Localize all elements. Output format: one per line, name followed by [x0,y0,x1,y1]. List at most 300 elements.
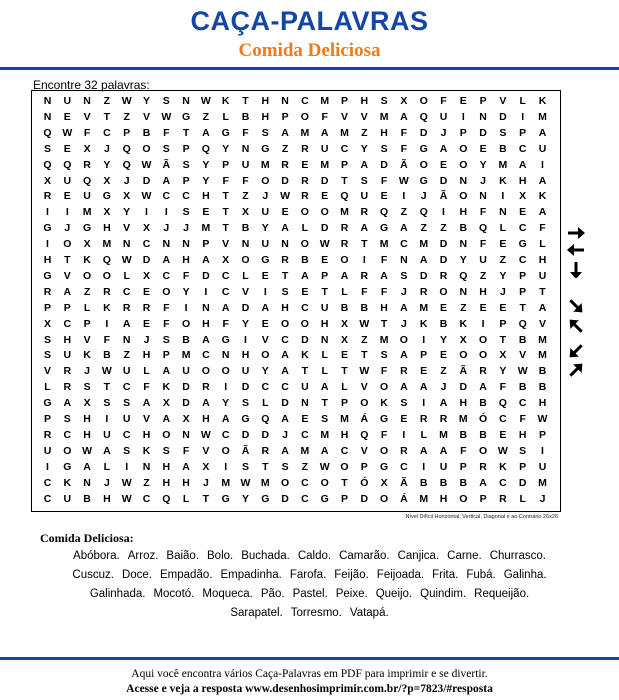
grid-cell: J [202,476,209,489]
grid-cell: W [141,158,152,171]
grid-cell: B [518,381,527,394]
grid-cell: Q [43,158,52,171]
grid-cell: J [103,476,110,489]
word-search-grid [31,90,561,512]
grid-cell: H [182,254,190,266]
grid-cell: A [83,460,91,473]
grid-cell: E [519,206,527,219]
grid-cell: N [43,95,52,107]
grid-cell: J [84,365,91,378]
grid-cell: I [362,254,366,266]
grid-cell: A [162,254,171,266]
grid-cell: N [221,349,230,362]
grid-cell: W [62,126,73,139]
grid-cell: C [221,428,230,441]
word-item: Arroz. [127,550,159,562]
grid-cell: F [460,444,467,457]
grid-cell: A [538,206,547,219]
grid-cell: U [63,349,72,362]
grid-cell: P [222,158,230,171]
word-item: Doce. [121,569,153,581]
grid-cell: G [261,492,270,505]
grid-cell: O [459,158,468,171]
grid-cell: G [43,222,52,235]
grid-cell: U [103,428,111,441]
grid-cell: V [43,365,51,378]
grid-cell: M [260,476,270,489]
grid-cell: L [262,397,269,410]
grid-cell: P [321,269,329,282]
grid-cell: C [301,428,309,441]
grid-cell: P [519,460,527,473]
grid-cell: I [541,158,544,171]
grid-cell: X [241,206,249,219]
grid-cell: Q [162,492,171,505]
grid-cell: S [380,142,388,155]
grid-cell: Y [142,95,150,107]
grid-cell: F [380,428,388,441]
grid-cell: C [122,285,131,298]
grid-cell: D [518,476,527,489]
word-item: Moqueca. [202,588,253,600]
grid-cell: R [43,285,52,298]
grid-cell: M [538,333,547,346]
grid-cell: A [281,413,289,425]
grid-cell: B [241,222,250,235]
grid-cell: C [63,317,72,330]
grid-cell: Q [122,142,131,155]
grid-cell: Z [123,349,130,362]
grid-cell: G [182,110,191,123]
grid-cell: O [380,492,389,505]
grid-cell: H [459,397,468,410]
grid-cell: K [538,95,547,107]
grid-cell: I [461,110,465,123]
grid-cell: S [281,285,289,298]
grid-cell: S [241,397,249,410]
grid-cell: Z [123,110,130,123]
word-item: Peixe. [335,588,368,600]
grid-cell: V [538,317,546,330]
grid-cell: X [519,190,527,203]
grid-cell: G [419,174,428,187]
grid-cell: F [380,365,388,378]
grid-cell: C [221,285,230,298]
grid-cell: I [244,333,247,346]
grid-cell: R [63,365,72,378]
grid-cell: A [63,397,72,410]
grid-cell: D [241,301,250,314]
grid-cell: Y [202,174,210,187]
grid-cell: L [321,365,328,378]
grid-cell: A [538,301,547,314]
grid-cell: T [539,285,546,298]
grid-cell: C [518,254,527,266]
grid-cell: O [439,285,448,298]
grid-cell: J [440,381,447,394]
grid-cell: W [319,460,330,473]
grid-cell: G [380,413,389,425]
grid-cell: Á [400,492,408,505]
grid-cell: S [321,413,329,425]
grid-cell: L [519,492,526,505]
word-item: Vatapá. [349,607,389,619]
grid-cell: A [182,460,190,473]
word-list-line [0,607,619,619]
grid-cell: S [182,206,190,219]
grid-cell: Q [122,158,131,171]
grid-cell: G [419,142,428,155]
grid-cell: R [340,222,349,235]
grid-cell: N [83,95,91,107]
grid-cell: H [162,476,171,489]
grid-cell: J [103,142,110,155]
grid-cell: S [499,126,507,139]
grid-cell: G [261,142,270,155]
grid-cell: K [162,381,171,394]
grid-cell: X [182,413,190,425]
grid-cell: I [46,206,49,219]
grid-cell: S [281,460,289,473]
word-item: Baião. [166,550,200,562]
grid-cell: R [261,444,270,457]
grid-cell: M [320,95,330,107]
grid-cell: R [103,285,111,298]
grid-cell: Q [518,317,527,330]
grid-cell: C [400,238,408,251]
grid-cell: D [419,269,428,282]
grid-cell: K [142,444,151,457]
grid-cell: H [63,333,72,346]
grid-cell: D [360,492,369,505]
grid-cell: J [420,190,427,203]
grid-cell: W [141,190,152,203]
word-item: Cuscuz. [72,569,114,581]
grid-cell: F [163,301,170,314]
grid-cell: J [480,174,487,187]
grid-cell: V [499,95,507,107]
grid-cell: E [301,285,309,298]
grid-cell: T [281,269,289,282]
grid-cell: O [182,317,191,330]
grid-cell: N [479,190,487,203]
grid-cell: Y [123,206,131,219]
grid-cell: Z [440,222,447,235]
grid-cell: T [103,381,111,394]
grid-cell: S [83,381,91,394]
grid-cell: A [301,269,309,282]
grid-cell: X [83,397,91,410]
grid-cell: D [241,428,250,441]
grid-cell: J [440,126,447,139]
grid-cell: A [439,444,448,457]
grid-cell: D [419,126,428,139]
grid-cell: Q [63,158,72,171]
grid-cell: Y [439,333,447,346]
grid-cell: B [241,110,250,123]
grid-cell: V [360,444,368,457]
grid-cell: T [262,460,269,473]
grid-cell: J [400,285,407,298]
grid-cell: F [380,174,388,187]
grid-cell: Q [360,428,369,441]
grid-cell: Ó [360,476,369,489]
grid-cell: Z [420,222,427,235]
grid-cell: Y [241,492,249,505]
grid-cell: J [282,428,289,441]
grid-cell: N [479,110,487,123]
grid-cell: A [202,397,210,410]
grid-cell: W [161,110,172,123]
grid-cell: N [459,238,468,251]
grid-cell: O [221,444,230,457]
grid-cell: E [420,365,428,378]
word-item: Mocotó. [153,588,195,600]
grid-cell: B [360,301,369,314]
grid-cell: G [320,492,329,505]
grid-cell: A [221,413,230,425]
grid-cell: S [360,174,368,187]
word-item: Bolo. [207,550,234,562]
grid-cell: V [241,285,249,298]
grid-cell: H [459,206,468,219]
grid-cell: C [43,476,52,489]
grid-cell: H [360,95,369,107]
grid-cell: D [241,381,250,394]
grid-cell: M [201,222,211,235]
grid-cell: J [499,285,506,298]
grid-cell: W [82,444,93,457]
grid-cell: H [142,428,151,441]
word-item: Galinhada. [89,588,146,600]
grid-cell: D [202,269,210,282]
grid-cell: A [380,269,388,282]
grid-cell: T [519,301,526,314]
grid-cell: C [221,269,230,282]
footer-line-2: Acesse e veja a resposta www.desenhosimprimir.com.br/?p=7823/#resposta [126,683,493,695]
grid-cell: F [440,95,447,107]
grid-cell: P [83,317,91,330]
grid-cell: Y [222,142,230,155]
grid-cell: Q [201,142,210,155]
word-item: Empadinha. [220,569,282,581]
grid-cell: V [63,269,71,282]
grid-cell: N [83,476,91,489]
grid-cell: Q [102,254,111,266]
grid-cell: I [422,397,426,410]
grid-cell: P [499,317,507,330]
grid-cell: Y [499,269,507,282]
grid-cell: H [320,317,329,330]
grid-cell: D [499,110,507,123]
grid-cell: V [142,110,150,123]
grid-cell: C [340,444,349,457]
grid-cell: T [361,238,368,251]
grid-cell: Ã [439,190,448,203]
grid-cell: I [164,206,168,219]
grid-cell: M [300,444,310,457]
grid-cell: A [103,444,111,457]
grid-cell: Q [459,269,468,282]
grid-cell: G [43,397,52,410]
grid-cell: A [439,142,448,155]
grid-cell: S [162,142,170,155]
grid-cell: R [360,269,369,282]
grid-cell: A [281,444,289,457]
down-left-arrow-icon [566,343,586,359]
grid-cell: T [380,317,388,330]
grid-cell: U [241,365,250,378]
grid-cell: P [43,413,51,425]
grid-cell: O [459,190,468,203]
grid-cell: U [538,142,547,155]
grid-cell: H [83,428,91,441]
grid-cell: Z [242,190,249,203]
grid-cell: P [479,492,487,505]
grid-cell: E [380,190,388,203]
page-title: CAÇA-PALAVRAS [190,6,429,36]
grid-cell: O [281,476,290,489]
grid-cell: P [479,95,487,107]
grid-cell: O [281,317,290,330]
grid-cell: F [479,238,487,251]
grid-cell: U [43,444,52,457]
grid-cell: T [222,206,229,219]
grid-cell: J [539,492,546,505]
grid-cell: S [43,142,51,155]
up-left-arrow-icon [566,318,586,334]
grid-cell: P [43,301,51,314]
grid-cell: O [221,365,230,378]
grid-cell: O [459,492,468,505]
left-arrow-icon [566,242,586,258]
grid-cell: R [499,492,507,505]
grid-cell: G [221,333,230,346]
grid-cell: A [281,349,289,362]
grid-cell: B [182,333,190,346]
grid-cell: H [340,428,349,441]
grid-cell: X [459,333,467,346]
grid-cell: D [281,397,289,410]
grid-cell: O [340,254,349,266]
grid-cell: T [64,254,71,266]
grid-cell: C [301,492,309,505]
grid-cell: F [163,126,170,139]
grid-cell: O [419,95,428,107]
grid-cell: L [321,349,328,362]
grid-cell: N [142,460,151,473]
grid-cell: O [300,110,309,123]
grid-cell: D [261,428,270,441]
grid-cell: S [43,333,51,346]
grid-cell: M [379,110,389,123]
grid-cell: Q [498,397,507,410]
grid-cell: J [400,317,407,330]
grid-cell: J [123,174,130,187]
grid-cell: C [122,381,131,394]
grid-cell: S [380,95,388,107]
grid-cell: E [499,238,507,251]
grid-cell: N [281,95,289,107]
grid-cell: G [241,413,250,425]
grid-cell: K [419,317,428,330]
grid-cell: N [400,254,408,266]
grid-cell: F [499,381,507,394]
grid-cell: X [103,206,111,219]
grid-cell: U [479,254,487,266]
word-item: Empadão. [160,569,213,581]
grid-cell: I [184,301,188,314]
grid-cell: F [361,285,368,298]
grid-cell: P [538,428,546,441]
grid-cell: Z [361,126,368,139]
grid-cell: I [105,413,109,425]
grid-cell: X [400,95,408,107]
grid-cell: H [518,174,527,187]
grid-cell: X [83,142,91,155]
down-right-arrow-icon [566,298,586,314]
grid-cell: T [222,222,229,235]
grid-cell: R [122,301,131,314]
grid-cell: C [63,428,72,441]
grid-cell: L [123,269,130,282]
grid-cell: L [44,381,51,394]
grid-cell: X [340,317,348,330]
grid-cell: I [481,317,485,330]
grid-cell: A [538,174,547,187]
grid-cell: C [142,492,151,505]
grid-cell: Q [83,174,92,187]
grid-cell: R [360,206,369,219]
grid-cell: D [459,381,468,394]
grid-cell: F [83,126,91,139]
up-right-arrow-icon [566,362,586,378]
grid-cell: M [379,333,389,346]
grid-cell: B [538,365,547,378]
grid-cell: W [121,492,132,505]
word-item: Queijo. [375,588,413,600]
grid-cell: E [63,142,71,155]
grid-cell: P [519,285,527,298]
grid-cell: Q [340,190,349,203]
grid-cell: M [419,301,429,314]
grid-cell: K [221,95,230,107]
grid-cell: L [182,492,190,505]
grid-cell: K [538,190,547,203]
word-item: Feijão. [334,569,369,581]
grid-cell: K [380,397,388,410]
grid-cell: M [419,492,429,505]
grid-cell: N [122,333,131,346]
grid-cell: N [281,238,289,251]
grid-cell: F [222,174,229,187]
grid-cell: A [202,126,210,139]
grid-cell: D [142,254,151,266]
grid-cell: P [519,126,527,139]
grid-cell: E [439,301,447,314]
top-divider [0,67,619,70]
grid-cell: B [499,142,507,155]
word-list-line [0,550,619,562]
grid-cell: G [380,222,389,235]
grid-cell: R [281,158,289,171]
grid-cell: D [320,174,329,187]
grid-cell: H [380,126,388,139]
grid-cell: V [340,110,348,123]
grid-cell: E [400,413,408,425]
grid-cell: G [63,460,72,473]
grid-cell: G [261,254,270,266]
